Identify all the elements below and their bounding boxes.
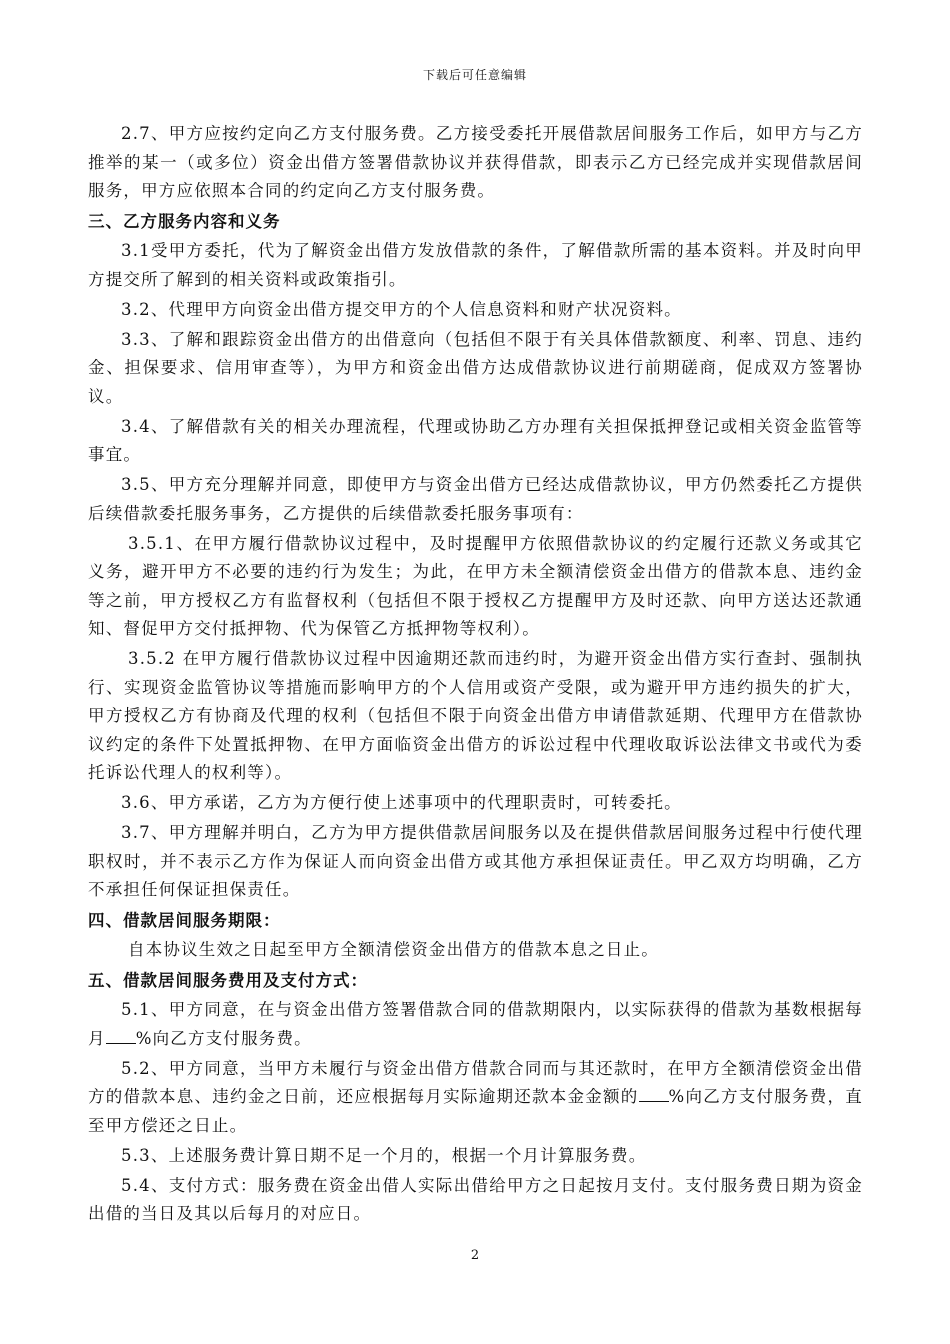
section-heading-4: 四、借款居间服务期限： (88, 911, 281, 930)
fill-in-blank (106, 1027, 136, 1044)
clause-3-4: 3.4、了解借款有关的相关办理流程，代理或协助乙方办理有关担保抵押登记或相关资金监管等事宜。 (88, 416, 863, 464)
clause-3-5: 3.5、甲方充分理解并同意，即使甲方与资金出借方已经达成借款协议，甲方仍然委托乙方提供后续借款委托服务事务，乙方提供的后续借款委托服务事项有： (88, 475, 863, 523)
clause-5-3: 5.3、上述服务费计算日期不足一个月的，根据一个月计算服务费。 (121, 1145, 647, 1165)
clause-5-1-text-a: 5.1、甲方同意，在与资金出借方签署借款合同的借款期限内，以实际获得的借款为基数根据每月 (88, 1000, 863, 1048)
page-number: 2 (470, 1248, 480, 1263)
clause-3-1: 3.1受甲方委托，代为了解资金出借方发放借款的条件，了解借款所需的基本资料。并及时向甲方提交所了解到的相关资料或政策指引。 (88, 241, 863, 289)
clause-5-2-text-b: %向乙方支付服务费，直至甲方偿还之日止。 (88, 1087, 863, 1135)
clause-3-5-2: 3.5.2 在甲方履行借款协议过程中因逾期还款而违约时，为避开资金出借方实行查封、强制执行、实现资金监管协议等措施而影响甲方的个人信用或资产受限，或为避开甲方违约损失的扩大，甲方授权乙方有协商及代理的权利（包括但不限于向资金出借方申请借款延期、代理甲方在借款协议约定的条件下处置抵押物、在甲方面临资金出借方的诉讼过程中代理收取诉讼法律文书或代为委托诉讼代理人的权利等）。 (88, 649, 863, 782)
clause-5-1 (88, 996, 863, 1053)
clause-5-2-text-a: 5.2、甲方同意，当甲方未履行与资金出借方借款合同而与其还款时，在甲方全额清偿资金出借方的借款本息、违约金之日前，还应根据每月实际逾期还款本金金额的 (88, 1058, 863, 1106)
fill-in-blank (639, 1085, 669, 1102)
section-heading-3: 三、乙方服务内容和义务 (88, 212, 281, 231)
clause-5-1-text-b: %向乙方支付服务费。 (135, 1028, 312, 1048)
clause-3-5-1: 3.5.1、在甲方履行借款协议过程中，及时提醒甲方依照借款协议的约定履行还款义务或其它义务，避开甲方不必要的违约行为发生；为此，在甲方未全额清偿资金出借方的借款本息、违约金等之前，甲方授权乙方有监督权利（包括但不限于授权乙方提醒甲方及时还款、向甲方送达还款通知、督促甲方交付抵押物、代为保管乙方抵押物等权利）。 (88, 533, 863, 638)
clause-5-4: 5.4、支付方式：服务费在资金出借人实际出借给甲方之日起按月支付。支付服务费日期为资金出借的当日及其以后每月的对应日。 (88, 1175, 863, 1223)
clause-5-2 (88, 1055, 863, 1141)
clause-3-6: 3.6、甲方承诺，乙方为方便行使上述事项中的代理职责时，可转委托。 (121, 793, 682, 812)
section-heading-5: 五、借款居间服务费用及支付方式： (88, 971, 368, 990)
clause-3-7: 3.7、甲方理解并明白，乙方为甲方提供借款居间服务以及在提供借款居间服务过程中行使代理职权时，并不表示乙方作为保证人而向资金出借方或其他方承担保证责任。甲乙双方均明确，乙方不承担任何保证担保责任。 (88, 823, 863, 899)
clause-3-3: 3.3、了解和跟踪资金出借方的出借意向（包括但不限于有关具体借款额度、利率、罚息、违约金、担保要求、信用审查等），为甲方和资金出借方达成借款协议进行前期磋商，促成双方签署协议。 (88, 329, 863, 406)
document-body (88, 120, 863, 1230)
clause-2-7: 2.7、甲方应按约定向乙方支付服务费。乙方接受委托开展借款居间服务工作后，如甲方与乙方推举的某一（或多位）资金出借方签署借款协议并获得借款，即表示乙方已经完成并实现借款居间服务，甲方应依照本合同的约定向乙方支付服务费。 (88, 124, 863, 200)
clause-3-2: 3.2、代理甲方向资金出借方提交甲方的个人信息资料和财产状况资料。 (121, 299, 682, 319)
clause-4: 自本协议生效之日起至甲方全额清偿资金出借方的借款本息之日止。 (128, 940, 659, 959)
page-header: 下载后可任意编辑 (422, 68, 527, 82)
